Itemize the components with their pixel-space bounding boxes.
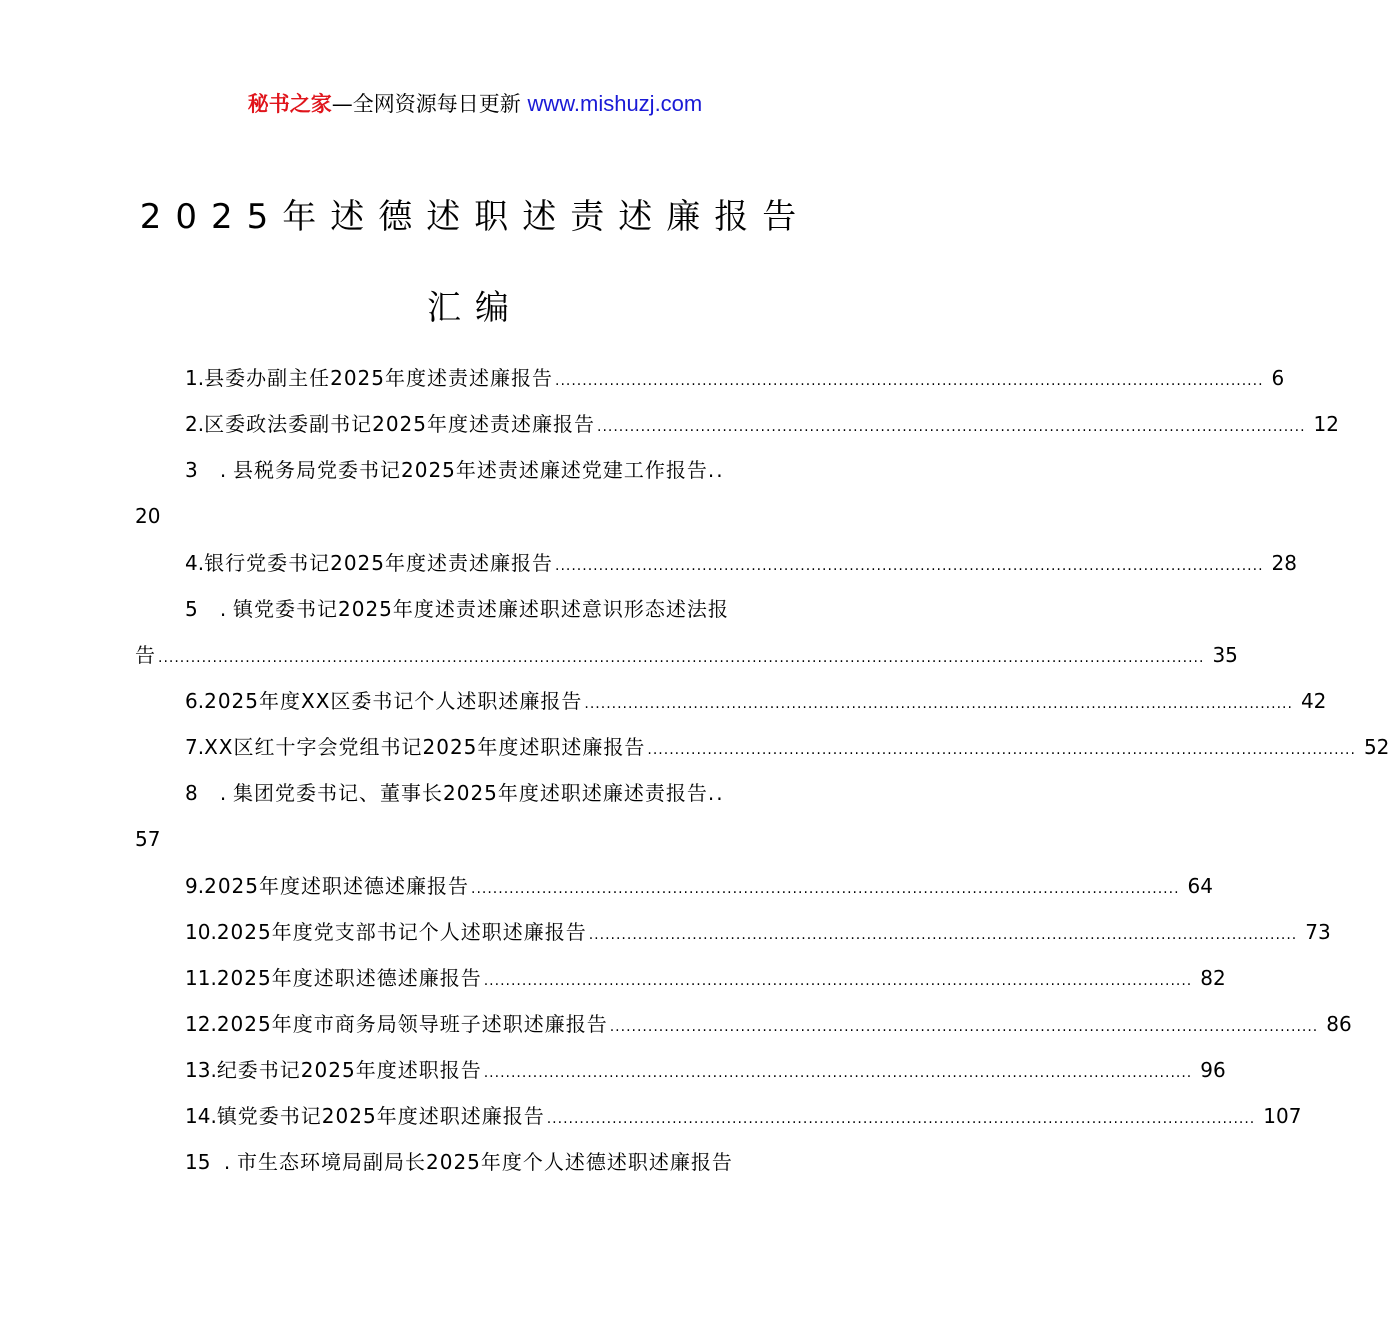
toc-entry[interactable] bbox=[185, 1147, 733, 1177]
toc-entry[interactable] bbox=[185, 409, 1339, 439]
toc-title: XX区红十字会党组书记2025年度述职述廉报告 bbox=[204, 735, 646, 759]
toc-entry[interactable] bbox=[185, 548, 1297, 578]
toc-page: 42 bbox=[1300, 689, 1327, 713]
toc-entry[interactable] bbox=[185, 732, 1389, 762]
toc-number: 8 bbox=[185, 781, 198, 805]
toc-leader: .................................................................................................................................. bbox=[584, 696, 1293, 712]
toc-title: 县税务局党委书记2025年述责述廉述党建工作报告 bbox=[233, 458, 708, 482]
toc-separator: . bbox=[210, 1104, 217, 1128]
toc-title: 银行党委书记2025年度述责述廉报告 bbox=[204, 551, 553, 575]
toc-leader: .................................................................................................................................. bbox=[483, 973, 1193, 989]
toc-separator: . bbox=[219, 597, 227, 621]
document-title: 2025年述德述职述责述廉报告 bbox=[139, 197, 811, 237]
toc-entry[interactable] bbox=[185, 594, 729, 624]
brand-name: 秘书之家 bbox=[247, 92, 332, 116]
toc-title: 2025年度XX区委书记个人述职述廉报告 bbox=[204, 689, 583, 713]
toc-leader: .................................................................................................................................. bbox=[483, 1065, 1193, 1081]
toc-title: 镇党委书记2025年度述职述廉报告 bbox=[216, 1104, 545, 1128]
toc-page: 20 bbox=[135, 504, 161, 528]
toc-number: 7 bbox=[185, 735, 198, 759]
document-title-line2: 汇编 bbox=[427, 288, 523, 328]
toc-page: 52 bbox=[1363, 735, 1389, 759]
toc-number: 12 bbox=[185, 1012, 211, 1036]
toc-separator: . bbox=[219, 458, 227, 482]
toc-number: 9 bbox=[185, 874, 198, 898]
toc-separator: . bbox=[197, 874, 205, 898]
toc-number: 15 bbox=[185, 1150, 211, 1174]
toc-page: 6 bbox=[1271, 366, 1285, 390]
toc-entry[interactable] bbox=[185, 871, 1213, 901]
toc-entry[interactable] bbox=[185, 1101, 1302, 1131]
toc-title-continued: 告 bbox=[135, 643, 156, 667]
toc-entry[interactable] bbox=[185, 917, 1331, 947]
toc-entry[interactable] bbox=[185, 455, 725, 485]
toc-separator: . bbox=[210, 966, 217, 990]
toc-title: 市生态环境局副局长2025年度个人述德述职述廉报告 bbox=[237, 1150, 733, 1174]
toc-title: 区委政法委副书记2025年度述责述廉报告 bbox=[204, 412, 595, 436]
toc-leader: .. bbox=[707, 458, 725, 482]
toc-leader: .................................................................................................................................. bbox=[471, 881, 1180, 897]
toc-entry[interactable] bbox=[185, 1009, 1352, 1039]
toc-title: 集团党委书记、董事长2025年度述职述廉述责报告 bbox=[233, 781, 708, 805]
toc-leader: ................................................................................................................................................................................................ bbox=[158, 650, 1205, 666]
toc-separator: . bbox=[210, 1012, 217, 1036]
toc-page: 57 bbox=[135, 827, 161, 851]
toc-leader: .................................................................................................................................. bbox=[609, 1019, 1319, 1035]
toc-number: 4 bbox=[185, 551, 198, 575]
toc-separator: . bbox=[197, 412, 205, 436]
toc-entry[interactable] bbox=[185, 363, 1285, 393]
toc-number: 13 bbox=[185, 1058, 211, 1082]
toc-leader: .................................................................................................................................. bbox=[588, 927, 1298, 943]
toc-separator: . bbox=[197, 689, 205, 713]
toc-number: 1 bbox=[185, 366, 198, 390]
toc-page: 107 bbox=[1263, 1104, 1302, 1128]
toc-page: 28 bbox=[1271, 551, 1297, 575]
toc-leader: .................................................................................................................................. bbox=[555, 373, 1264, 389]
toc-title: 2025年度述职述德述廉报告 bbox=[204, 874, 469, 898]
toc-entry[interactable] bbox=[185, 686, 1327, 716]
toc-title: 纪委书记2025年度述职报告 bbox=[216, 1058, 482, 1082]
site-url-link[interactable]: www.mishuzj.com bbox=[527, 91, 703, 116]
toc-number: 14 bbox=[185, 1104, 211, 1128]
toc-page: 86 bbox=[1326, 1012, 1352, 1036]
toc-leader: .. bbox=[707, 781, 725, 805]
toc-entry[interactable] bbox=[185, 778, 725, 808]
toc-title: 2025年度党支部书记个人述职述廉报告 bbox=[216, 920, 587, 944]
toc-separator: . bbox=[219, 781, 227, 805]
toc-separator: . bbox=[197, 551, 205, 575]
toc-separator: . bbox=[210, 1058, 217, 1082]
header-tagline: —全网资源每日更新 bbox=[331, 92, 528, 116]
toc-page: 82 bbox=[1200, 966, 1226, 990]
toc-title: 2025年度市商务局领导班子述职述廉报告 bbox=[216, 1012, 608, 1036]
toc-separator: . bbox=[197, 366, 205, 390]
toc-number: 6 bbox=[185, 689, 198, 713]
toc-page: 64 bbox=[1187, 874, 1213, 898]
toc-number: 2 bbox=[185, 412, 198, 436]
toc-title: 县委办副主任2025年度述责述廉报告 bbox=[204, 366, 553, 390]
toc-page: 73 bbox=[1305, 920, 1331, 944]
toc-title: 2025年度述职述德述廉报告 bbox=[216, 966, 482, 990]
toc-separator: . bbox=[210, 920, 217, 944]
toc-page: 12 bbox=[1313, 412, 1339, 436]
toc-leader: .................................................................................................................................. bbox=[546, 1111, 1256, 1127]
toc-entry[interactable] bbox=[185, 963, 1226, 993]
toc-entry-continuation[interactable] bbox=[135, 640, 1238, 670]
toc-leader: .................................................................................................................................. bbox=[555, 558, 1264, 574]
toc-separator: . bbox=[197, 735, 205, 759]
toc-page: 96 bbox=[1200, 1058, 1226, 1082]
toc-number: 10 bbox=[185, 920, 211, 944]
toc-number: 3 bbox=[185, 458, 198, 482]
toc-entry[interactable] bbox=[185, 1055, 1226, 1085]
toc-page: 35 bbox=[1212, 643, 1238, 667]
toc-number: 5 bbox=[185, 597, 198, 621]
toc-title: 镇党委书记2025年度述责述廉述职述意识形态述法报 bbox=[233, 597, 729, 621]
toc-leader: .................................................................................................................................. bbox=[597, 419, 1306, 435]
toc-leader: .................................................................................................................................. bbox=[647, 742, 1356, 758]
toc-number: 11 bbox=[185, 966, 211, 990]
toc-separator: . bbox=[223, 1150, 231, 1174]
